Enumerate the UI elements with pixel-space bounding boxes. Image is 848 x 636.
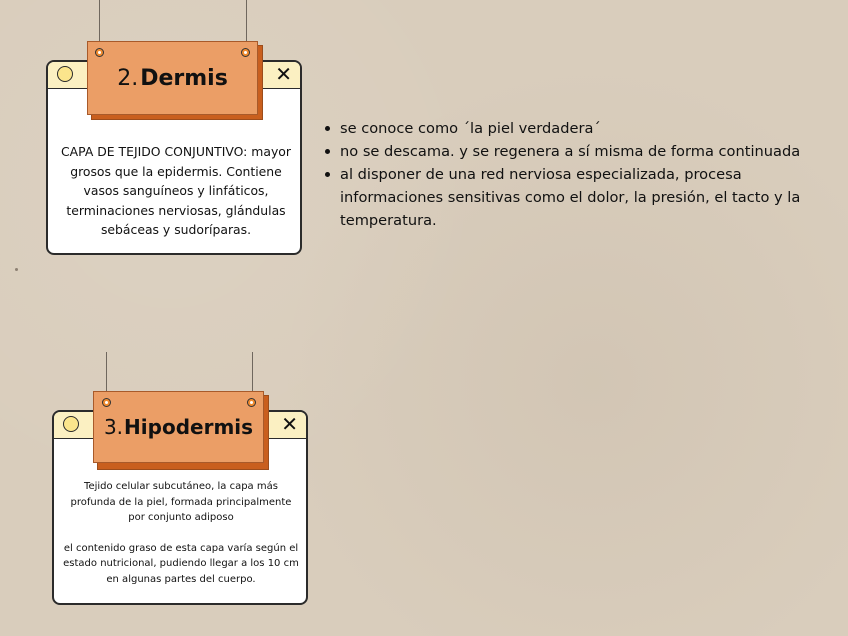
dermis-notes-list [322,117,842,232]
pin-icon [95,48,104,57]
dermis-paragraph: CAPA DE TEJIDO CONJUNTIVO: mayor grosos que la epidermis. Contiene vasos sanguíneos y linfáticos, terminaciones nerviosas, glándulas sebáceas y sudoríparas. [61,144,291,237]
hipodermis-paragraph: Tejido celular subcutáneo, la capa más profunda de la piel, formada principalmente por conjunto adiposo [70,481,292,523]
pin-icon [102,398,111,407]
minimize-circle-icon[interactable] [57,66,73,82]
close-icon[interactable]: ✕ [281,412,298,436]
dermis-description [54,142,298,240]
dermis-tag [87,41,258,115]
hipodermis-description [58,479,304,587]
dermis-title: Dermis [140,65,228,91]
hipodermis-tag [93,391,264,463]
pin-icon [247,398,256,407]
minimize-circle-icon[interactable] [63,416,79,432]
hipodermis-paragraph: el contenido graso de esta capa varía según el estado nutricional, pudiendo llegar a los 10 cm en algunas partes del cuerpo. [63,542,299,585]
close-icon[interactable]: ✕ [275,62,292,86]
dermis-number: 2. [117,65,139,91]
hipodermis-title: Hipodermis [124,415,254,439]
list-item: al disponer de una red nerviosa especializada, procesa informaciones sensitivas como el dolor, la presión, el tacto y la temperatura. [322,163,842,232]
list-item: se conoce como ´la piel verdadera´ [322,117,842,140]
paper-speck [15,268,18,271]
pin-icon [241,48,250,57]
hipodermis-number: 3. [103,415,124,439]
list-item: no se descama. y se regenera a sí misma de forma continuada [322,140,842,163]
